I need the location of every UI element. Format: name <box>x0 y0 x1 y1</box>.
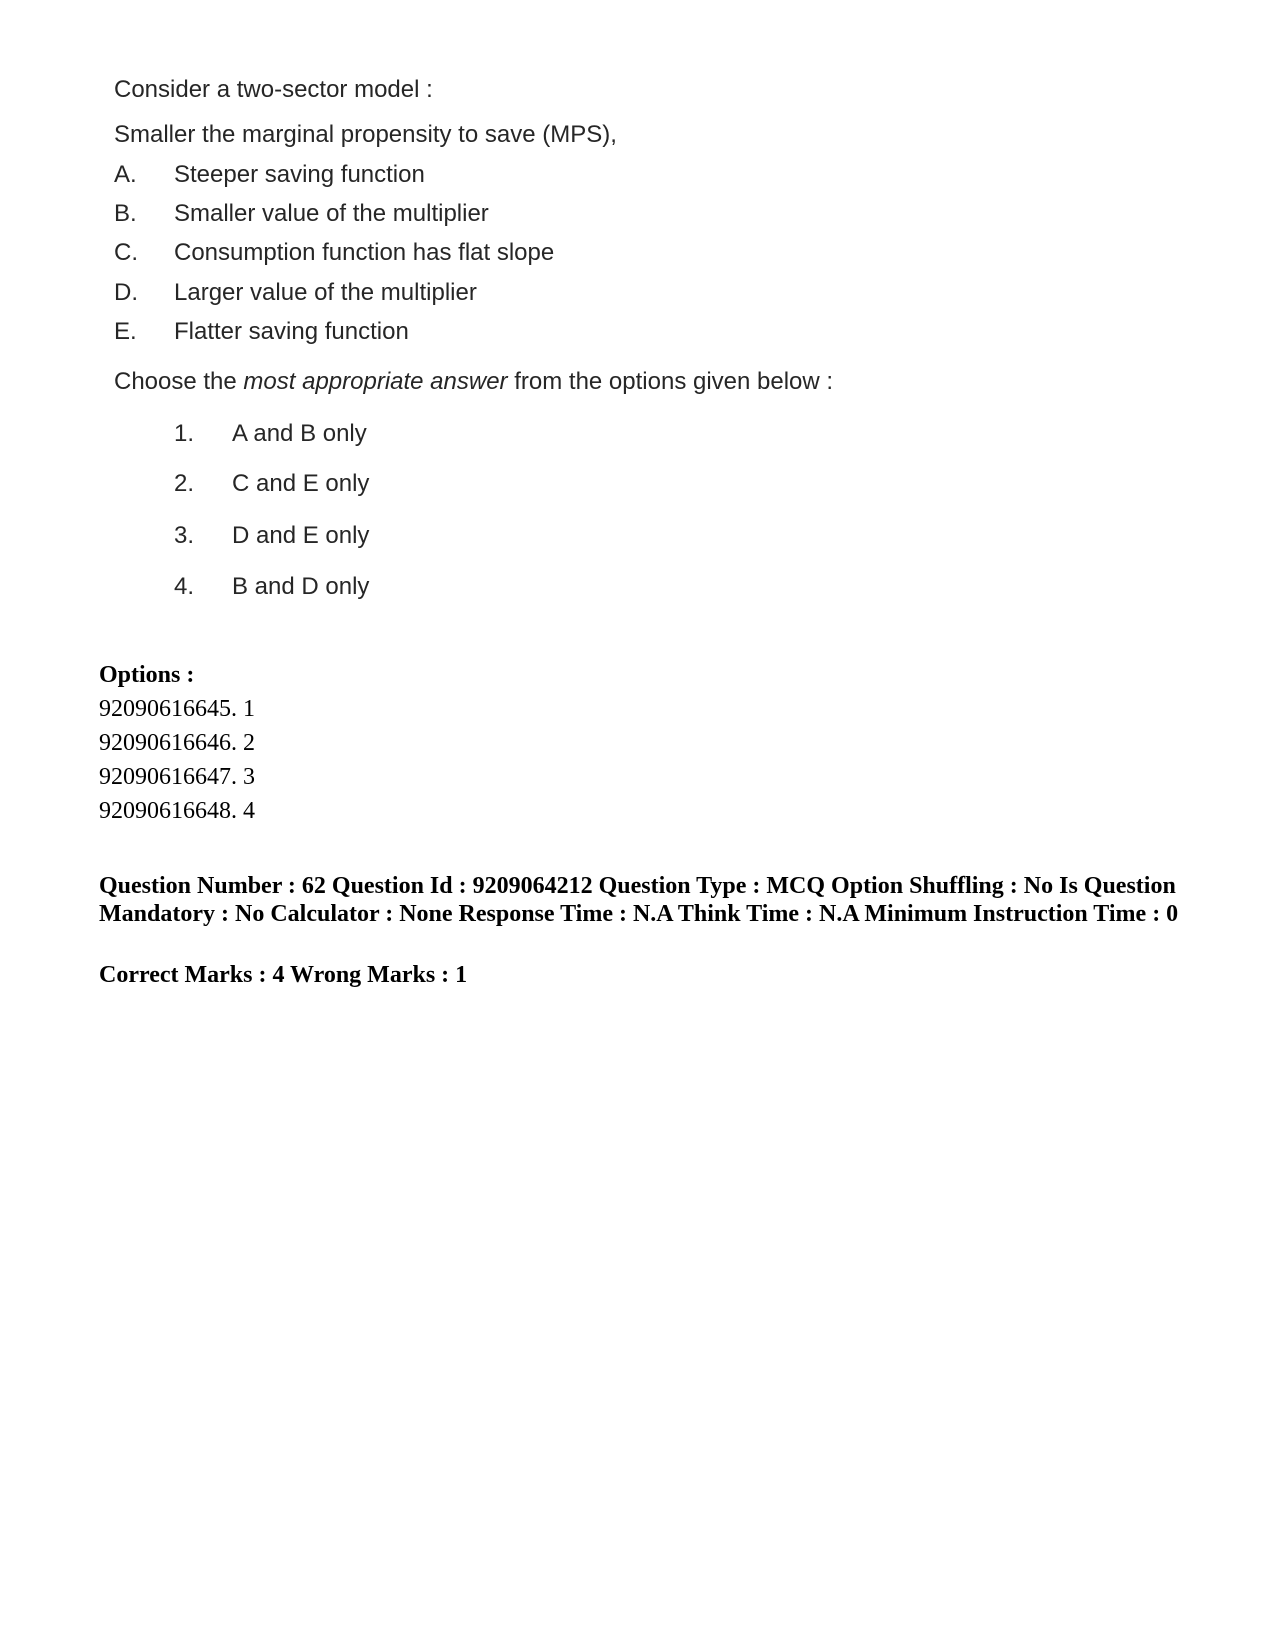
statement-text: Smaller value of the multiplier <box>174 200 489 227</box>
option-item: 92090616647. 3 <box>99 764 255 790</box>
choice-text: A and B only <box>232 420 367 447</box>
statement-letter: E. <box>114 318 137 345</box>
question-intro: Consider a two-sector model : <box>114 76 433 103</box>
statement-letter: B. <box>114 200 137 227</box>
option-item: 92090616648. 4 <box>99 798 255 824</box>
choice-1 <box>174 420 367 448</box>
choice-text: B and D only <box>232 573 370 600</box>
choice-number: 2. <box>174 470 195 497</box>
statement-c <box>114 239 554 267</box>
option-item: 92090616645. 1 <box>99 696 255 722</box>
statement-text: Steeper saving function <box>174 161 425 188</box>
choice-number: 1. <box>174 420 195 447</box>
choice-text: C and E only <box>232 470 370 497</box>
statement-letter: D. <box>114 279 138 306</box>
statement-text: Consumption function has flat slope <box>174 239 555 266</box>
instruction-pre: Choose the <box>114 368 244 395</box>
choice-3 <box>174 522 369 550</box>
statement-e <box>114 318 409 346</box>
choice-2 <box>174 470 369 498</box>
statement-text: Flatter saving function <box>174 318 409 345</box>
question-instruction <box>114 368 833 396</box>
statement-b <box>114 200 489 228</box>
instruction-emphasis: most appropriate answer <box>243 368 508 395</box>
question-marks: Correct Marks : 4 Wrong Marks : 1 <box>99 962 468 988</box>
choice-number: 3. <box>174 522 195 549</box>
instruction-post: from the options given below : <box>507 368 834 395</box>
statement-text: Larger value of the multiplier <box>174 279 477 306</box>
options-heading: Options : <box>99 662 195 688</box>
choice-4 <box>174 573 369 601</box>
question-info: Question Number : 62 Question Id : 9209064212 Question Type : MCQ Option Shuffling : No Is Question Mandatory : No Calculator : None Response Time : N.A Think Time : N.A Minimum Instruction Time : 0 <box>99 873 1179 927</box>
statement-d <box>114 279 477 307</box>
choice-text: D and E only <box>232 522 370 549</box>
choice-number: 4. <box>174 573 195 600</box>
statement-letter: C. <box>114 239 138 266</box>
statement-letter: A. <box>114 161 137 188</box>
question-stem: Smaller the marginal propensity to save (MPS), <box>114 121 617 148</box>
option-item: 92090616646. 2 <box>99 730 255 756</box>
statement-a <box>114 161 425 189</box>
